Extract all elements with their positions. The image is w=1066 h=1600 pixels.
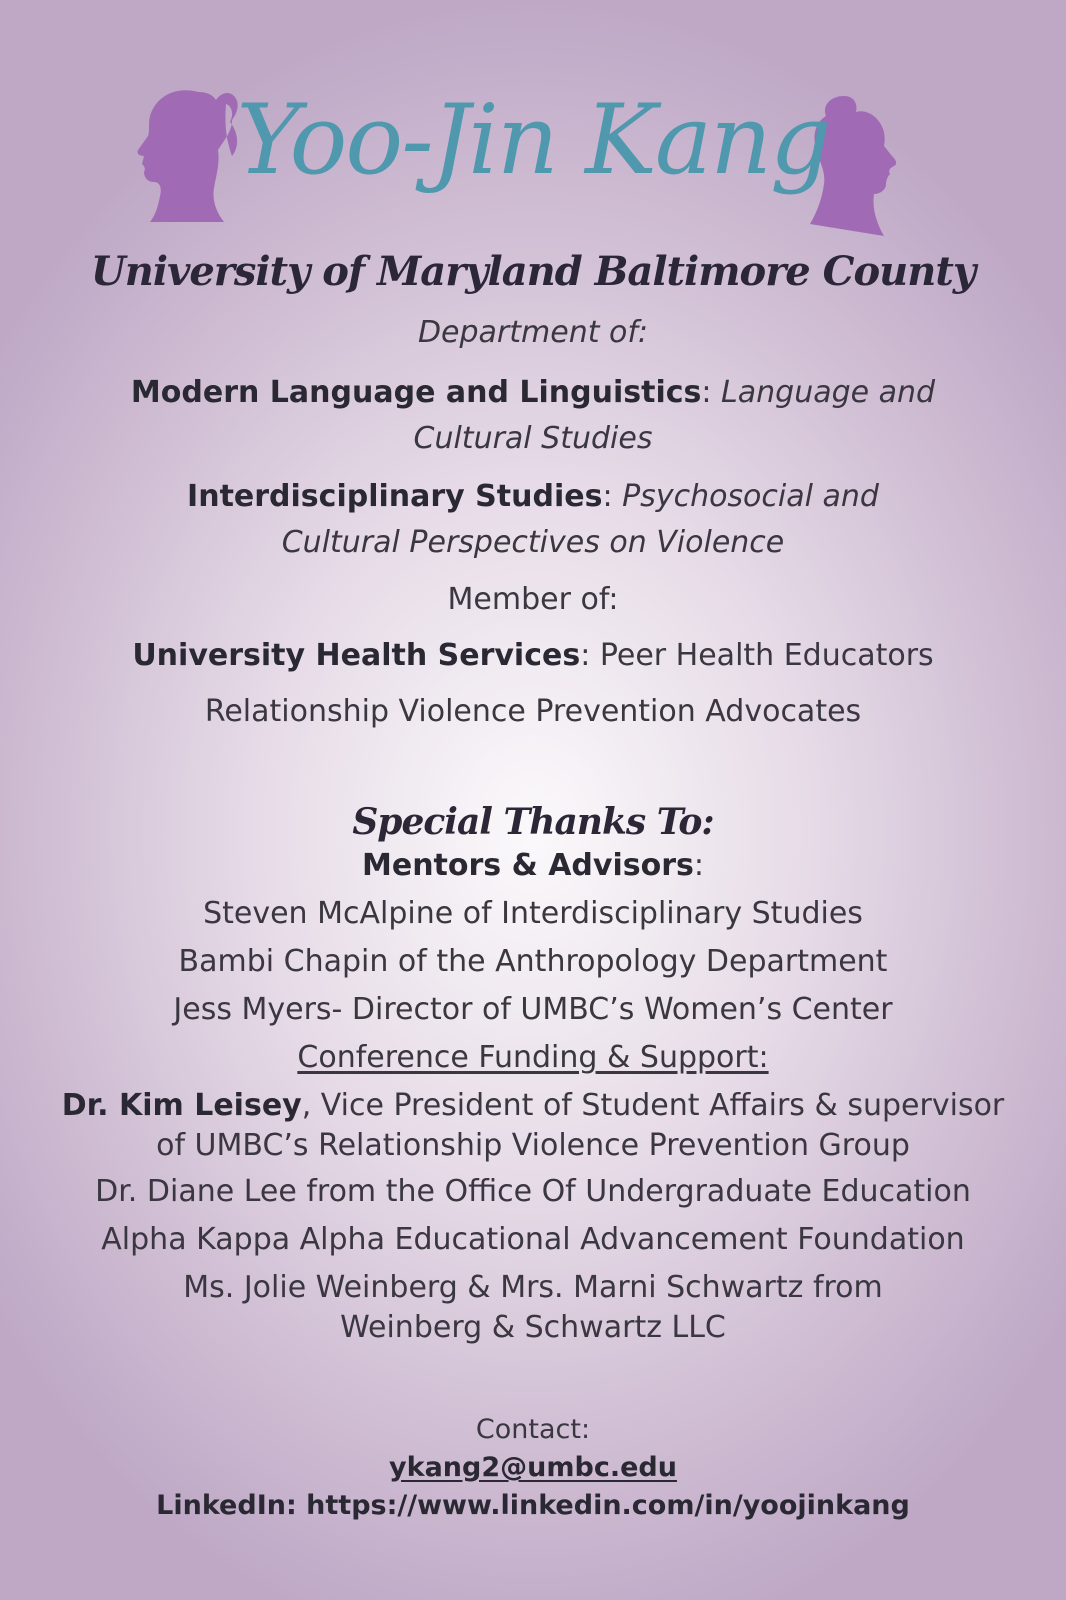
department-1-name: Modern Language and Linguistics <box>130 375 702 410</box>
membership-1-detail: Peer Health Educators <box>599 638 934 673</box>
mentor-item: Jess Myers- Director of UMBC’s Women’s Center <box>173 992 893 1027</box>
mentor-item: Bambi Chapin of the Anthropology Department <box>178 944 888 979</box>
department-1-detail: Language and Cultural Studies <box>413 375 936 456</box>
funder-item: Dr. Diane Lee from the Office Of Undergraduate Education <box>95 1174 971 1209</box>
contact-label: Contact: <box>475 1414 591 1445</box>
special-thanks-heading: Special Thanks To: <box>352 801 714 843</box>
email-link[interactable]: ykang2@umbc.edu <box>389 1452 677 1483</box>
presenter-name: Yoo-Jin Kang <box>236 84 830 196</box>
funding-heading: Conference Funding & Support: <box>297 1040 769 1075</box>
funder-leisey-name: Dr. Kim Leisey <box>61 1088 302 1123</box>
department-2: Interdisciplinary Studies: Psychosocial and Cultural Perspectives on Violence <box>187 479 879 560</box>
university-name: University of Maryland Baltimore County <box>90 248 976 295</box>
mentor-item: Steven McAlpine of Interdisciplinary Studies <box>203 896 863 931</box>
department-1: Modern Language and Linguistics: Language and Cultural Studies <box>130 375 936 456</box>
department-label: Department of: <box>417 315 649 350</box>
membership-1-name: University Health Services <box>132 638 581 673</box>
mentors-label: Mentors & Advisors <box>362 848 694 883</box>
membership-1: University Health Services: Peer Health Educators <box>132 638 934 673</box>
membership-2: Relationship Violence Prevention Advocates <box>204 694 862 729</box>
member-label: Member of: <box>447 582 619 617</box>
mentors-heading: Mentors & Advisors: <box>362 848 704 883</box>
funder-item: Ms. Jolie Weinberg & Mrs. Marni Schwartz from Weinberg & Schwartz LLC <box>183 1270 883 1345</box>
linkedin-link[interactable]: LinkedIn: https://www.linkedin.com/in/yoojinkang <box>156 1490 910 1521</box>
department-2-name: Interdisciplinary Studies <box>187 479 603 514</box>
contact-email-row <box>0 1450 1066 1486</box>
funder-leisey <box>0 1086 1066 1166</box>
funder-leisey-detail: , Vice President of Student Affairs & supervisor of UMBC’s Relationship Violence Prevention Group <box>156 1088 1005 1163</box>
funder-item: Alpha Kappa Alpha Educational Advancement Foundation <box>101 1222 965 1257</box>
department-2-detail: Psychosocial and Cultural Perspectives on Violence <box>281 479 879 560</box>
